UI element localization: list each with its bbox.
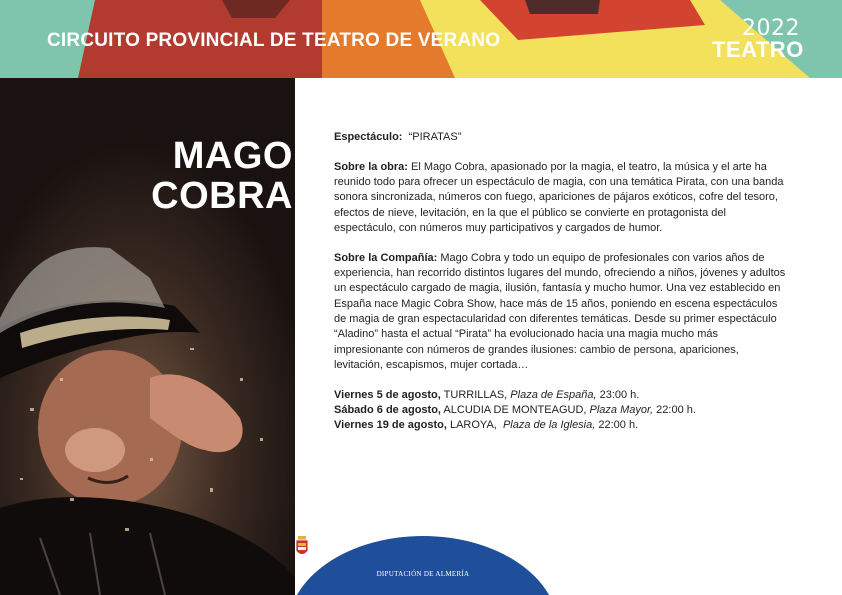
show-title-line-1: MAGO [172, 135, 293, 177]
performance-time: 22:00 h. [656, 403, 696, 416]
performance-town: ALCUDIA DE MONTEAGUD, [443, 403, 587, 416]
performance-item [334, 418, 786, 433]
diputacion-emblem [295, 536, 551, 595]
performance-town: TURRILLAS, [443, 388, 508, 401]
compania-label: Sobre la Compañía: [334, 251, 438, 264]
performer-photo [0, 78, 295, 595]
espectaculo-value: “PIRATAS” [408, 131, 462, 143]
blue-semicircle [295, 536, 551, 595]
compania-paragraph [334, 251, 786, 373]
espectaculo-label: Espectáculo: [334, 131, 403, 143]
performance-place: Plaza de España, [510, 388, 597, 401]
performance-date: Sábado 6 de agosto, [334, 403, 441, 416]
performance-item [334, 403, 786, 418]
performance-date: Viernes 19 de agosto, [334, 419, 447, 432]
performance-place: Plaza de la Iglesia, [502, 419, 596, 432]
performance-town: LAROYA, [449, 419, 497, 432]
circuit-title: CIRCUITO PROVINCIAL DE TEATRO DE VERANO [47, 30, 501, 51]
obra-label: Sobre la obra: [334, 160, 408, 173]
show-description [334, 130, 786, 434]
performance-list [334, 388, 786, 434]
diputacion-name: DIPUTACIÓN DE ALMERÍA [376, 570, 470, 578]
performance-time: 22:00 h. [598, 419, 639, 432]
logo-year: 2022 [742, 16, 800, 41]
coat-of-arms-icon [295, 536, 309, 558]
performance-date: Viernes 5 de agosto, [334, 388, 441, 401]
obra-paragraph [334, 160, 786, 236]
performance-time: 23:00 h. [599, 388, 640, 401]
show-title [151, 136, 293, 216]
compania-text: Mago Cobra y todo un equipo de profesionales con varios años de experiencia, han recorrido distintos lugares del mundo, ofreciendo a niños, jóvenes y adultos un espectáculo cargado de magia, ilusión, fantasía y mucho humor. Una vez establecido en España nace Magic Cobra Show, hace más de 15 años, poniendo en escena espectáculos de magia de gran espectacularidad con diferentes temáticas. Desde su primer espectáculo “Aladino” hasta el actual “Pirata” ha evolucionado hacia una magia mucho más impresionante con números de grandes ilusiones: cambio de persona, apariciones, levitación, escapismos, mujer cortada… [334, 251, 786, 371]
performance-place: Plaza Mayor, [589, 403, 654, 416]
obra-text: El Mago Cobra, apasionado por la magia, el teatro, la música y el arte ha reunido todo para ofrecer un espectáculo de magia, con una temática Pirata, con una banda sonora sincronizada, números con fuego, apariciones de pájaros exóticos, cofre del tesoro, efectos de nieve, levitación, en la que el público se convierte en protagonista del espectáculo, con números muy participativos y cargados de humor. [334, 160, 784, 234]
performance-item [334, 388, 786, 403]
logo-word: TEATRO [712, 37, 804, 62]
espectaculo-paragraph [334, 130, 786, 145]
show-title-line-2: COBRA [151, 175, 293, 217]
header-banner [0, 0, 842, 78]
